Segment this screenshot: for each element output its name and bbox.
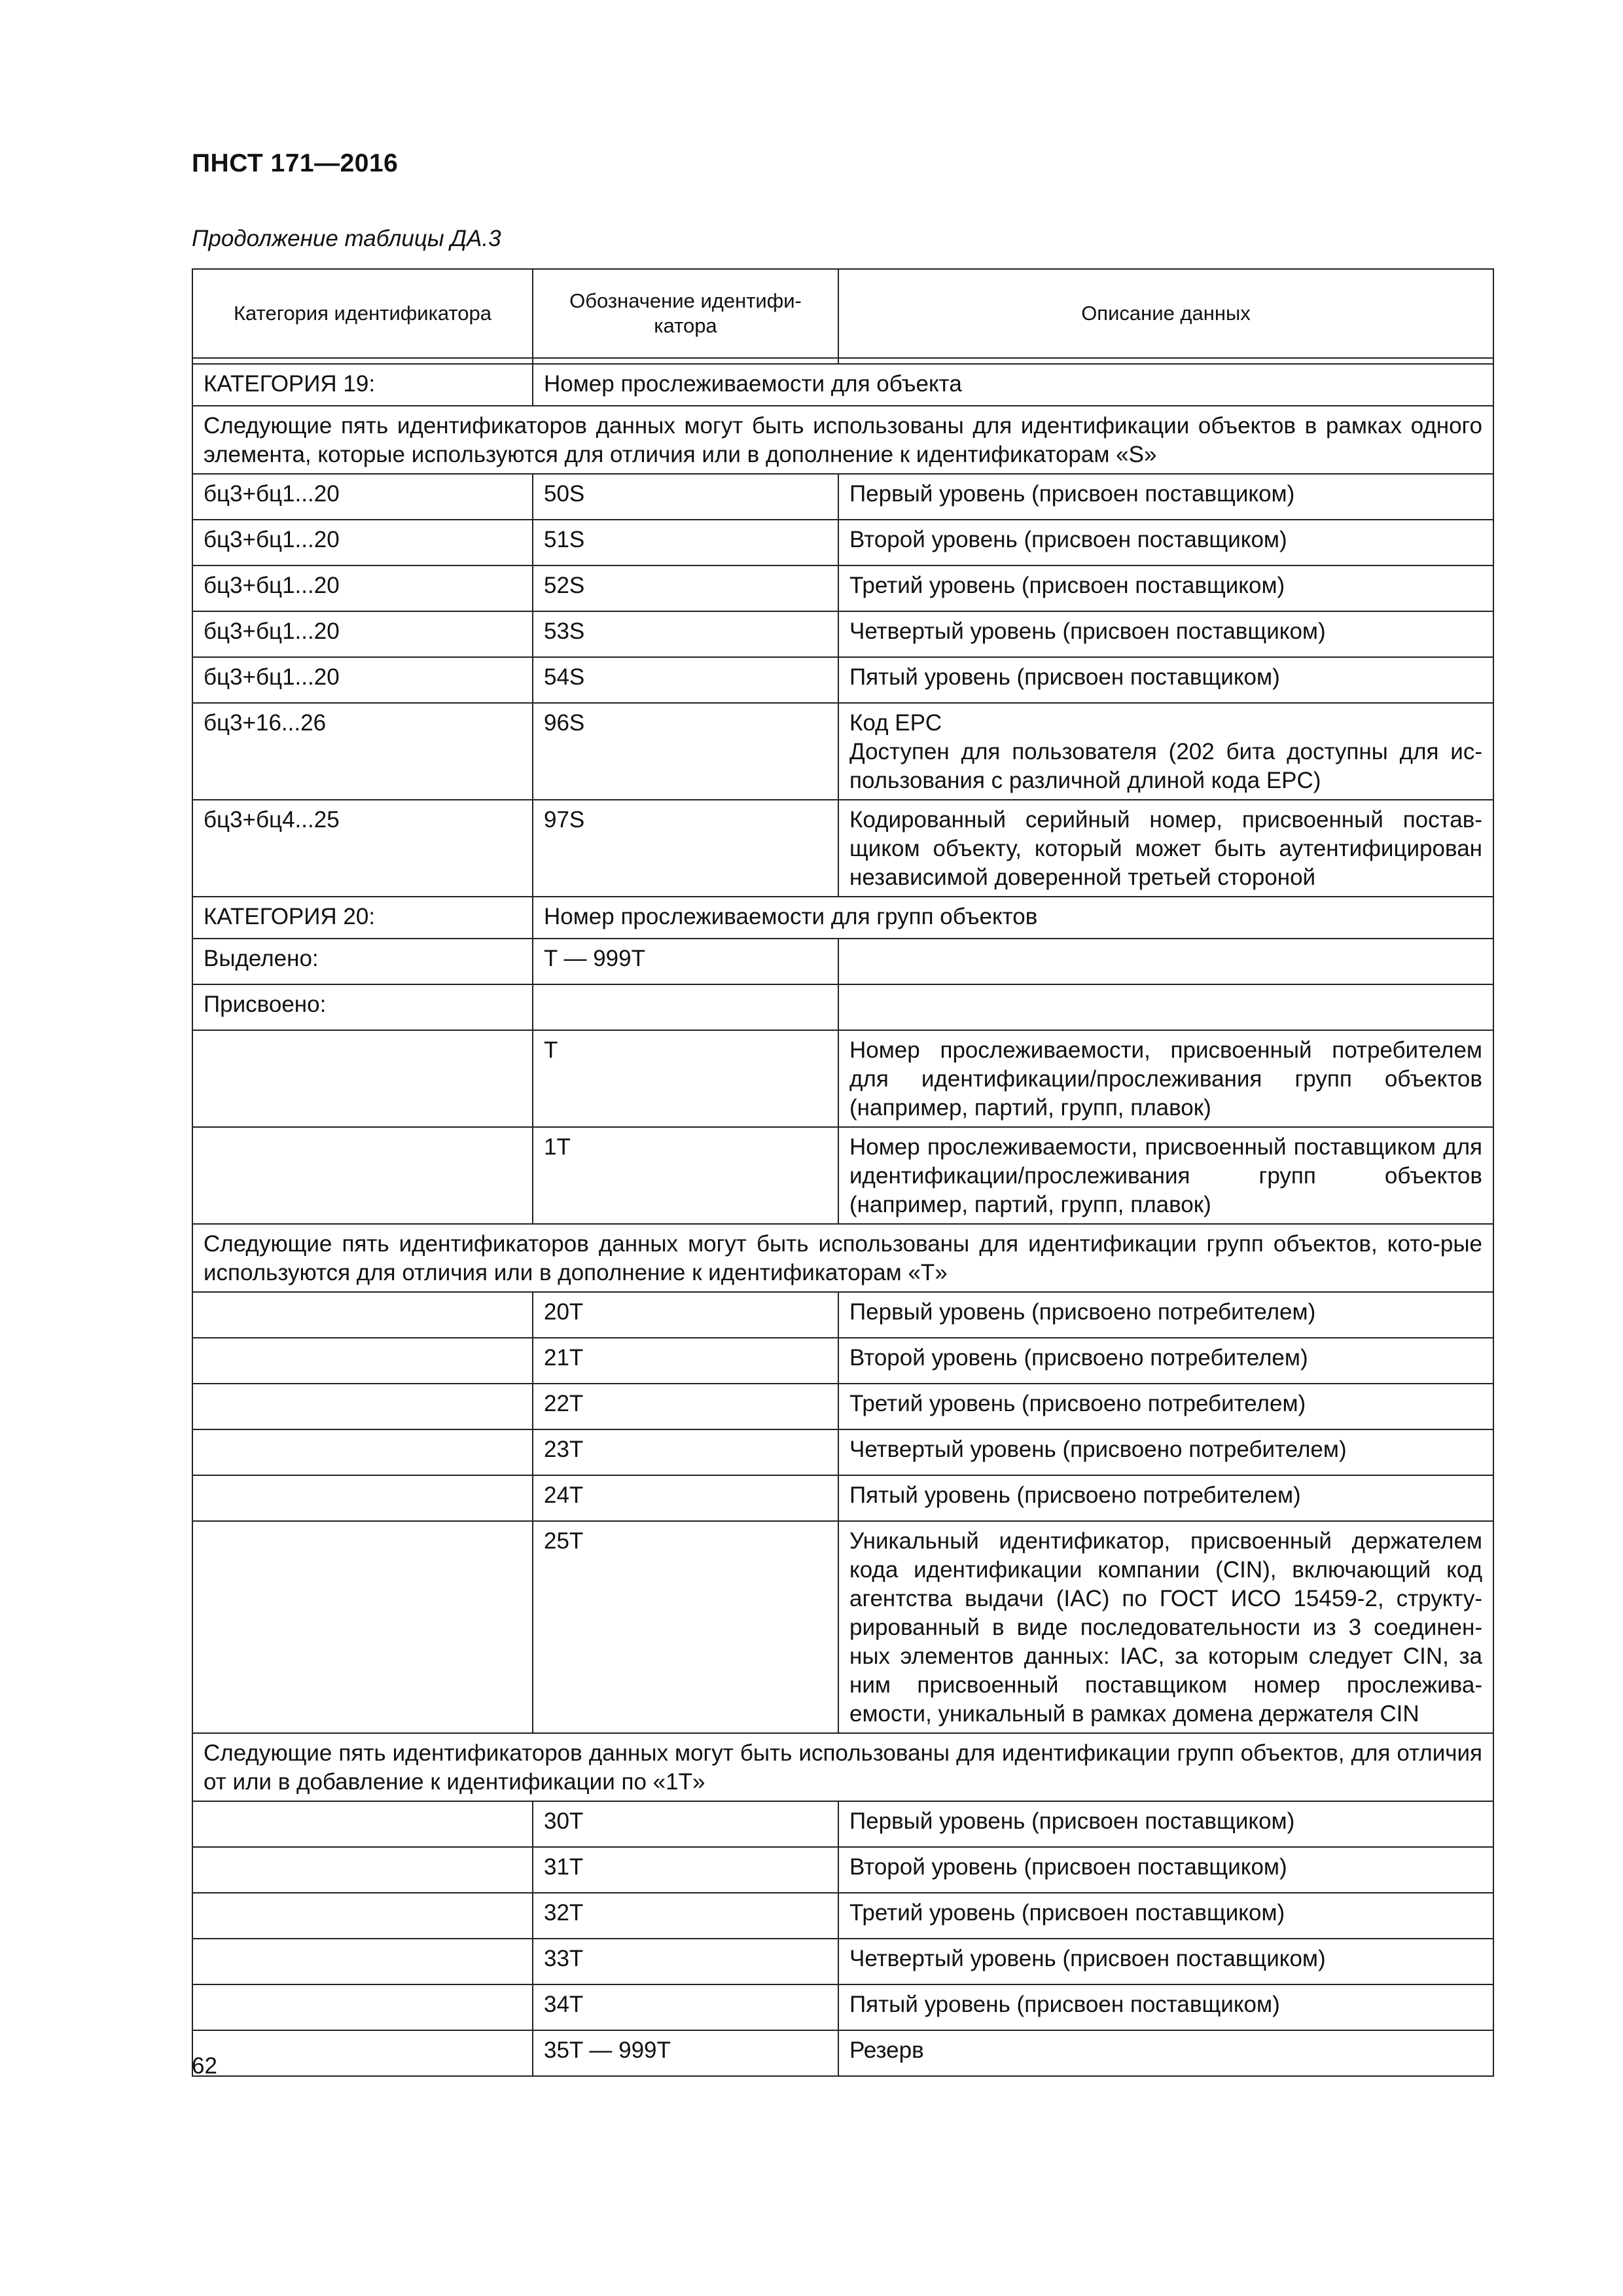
identifier-table (192, 268, 1494, 2077)
identifier-cell: 54S (533, 657, 838, 703)
format-cell (192, 1893, 533, 1939)
table-row (192, 1292, 1493, 1338)
table-row (192, 1429, 1493, 1475)
identifier-cell: 96S (533, 703, 838, 800)
category-title: Номер прослеживаемости для групп объектов (533, 897, 1493, 939)
table-row (192, 1030, 1493, 1127)
description-cell: Четвертый уровень (присвоено потребителем) (838, 1429, 1493, 1475)
document-code: ПНСТ 171—2016 (192, 149, 399, 177)
column-header-identifier: Обозначение идентифи-катора (533, 269, 838, 358)
description-cell: Четвертый уровень (присвоен поставщиком) (838, 1939, 1493, 1984)
column-header-category: Категория идентификатора (192, 269, 533, 358)
table-header-row (192, 269, 1493, 358)
table-row (192, 520, 1493, 565)
format-cell (192, 1127, 533, 1224)
identifier-cell: 30T (533, 1801, 838, 1847)
format-cell (192, 1475, 533, 1521)
description-cell: Четвертый уровень (присвоен поставщиком) (838, 611, 1493, 657)
table-caption: Продолжение таблицы ДА.3 (192, 226, 501, 251)
table-row (192, 1475, 1493, 1521)
identifier-cell: 25T (533, 1521, 838, 1733)
description-cell: Пятый уровень (присвоен поставщиком) (838, 1984, 1493, 2030)
format-cell: бц3+16...26 (192, 703, 533, 800)
format-cell (192, 1847, 533, 1893)
format-cell (192, 1521, 533, 1733)
table-row (192, 1338, 1493, 1384)
description-cell: Код EPC Доступен для пользователя (202 бита доступны для ис-пользования с различной длиной кода EPC) (838, 703, 1493, 800)
format-cell: бц3+бц1...20 (192, 474, 533, 520)
table-row (192, 939, 1493, 984)
table-row (192, 984, 1493, 1030)
format-cell: бц3+бц1...20 (192, 565, 533, 611)
identifier-cell: 33T (533, 1939, 838, 1984)
table-row (192, 1384, 1493, 1429)
category-row (192, 364, 1493, 406)
category-row (192, 897, 1493, 939)
table-row (192, 657, 1493, 703)
table-row (192, 1893, 1493, 1939)
identifier-cell: 34T (533, 1984, 838, 2030)
identifier-cell: 1T (533, 1127, 838, 1224)
description-cell: Пятый уровень (присвоено потребителем) (838, 1475, 1493, 1521)
table-row (192, 1521, 1493, 1733)
format-cell (192, 1338, 533, 1384)
page-number: 62 (192, 2053, 217, 2079)
identifier-cell (533, 984, 838, 1030)
format-cell: бц3+бц1...20 (192, 657, 533, 703)
note-row (192, 1224, 1493, 1292)
category-title: Номер прослеживаемости для объекта (533, 364, 1493, 406)
table-row (192, 1847, 1493, 1893)
description-cell: Пятый уровень (присвоен поставщиком) (838, 657, 1493, 703)
description-cell: Уникальный идентификатор, присвоенный держателем кода идентификации компании (CIN), включающий код агентства выдачи (IAC) по ГОСТ ИСО 15459-2, структу-рированный в виде последовательности из 3 соединен-ных элементов данных: IAC, за которым следует CIN, за ним присвоенный поставщиком номер прослежива-емости, уникальный в рамках домена держателя CIN (838, 1521, 1493, 1733)
identifier-cell: 20T (533, 1292, 838, 1338)
format-cell (192, 2030, 533, 2076)
format-cell: бц3+бц1...20 (192, 520, 533, 565)
format-cell (192, 1939, 533, 1984)
format-cell: бц3+бц4...25 (192, 800, 533, 897)
format-cell: Присвоено: (192, 984, 533, 1030)
format-cell: бц3+бц1...20 (192, 611, 533, 657)
table-row (192, 1984, 1493, 2030)
identifier-cell: 52S (533, 565, 838, 611)
identifier-cell: 53S (533, 611, 838, 657)
identifier-cell: 22T (533, 1384, 838, 1429)
description-cell: Второй уровень (присвоен поставщиком) (838, 1847, 1493, 1893)
note-text: Следующие пять идентификаторов данных могут быть использованы для идентификации групп объектов, для отличия от или в добавление к идентификации по «1T» (192, 1733, 1493, 1801)
description-cell: Первый уровень (присвоено потребителем) (838, 1292, 1493, 1338)
format-cell (192, 1429, 533, 1475)
description-cell: Кодированный серийный номер, присвоенный постав-щиком объекту, который может быть аутентифицирован независимой доверенной третьей стороной (838, 800, 1493, 897)
table-row (192, 565, 1493, 611)
description-cell: Номер прослеживаемости, присвоенный поставщиком для идентификации/прослеживания групп объектов (например, партий, групп, плавок) (838, 1127, 1493, 1224)
description-cell: Первый уровень (присвоен поставщиком) (838, 474, 1493, 520)
identifier-cell: 24T (533, 1475, 838, 1521)
identifier-cell: 35T — 999T (533, 2030, 838, 2076)
identifier-cell: 21T (533, 1338, 838, 1384)
note-row (192, 406, 1493, 474)
note-text: Следующие пять идентификаторов данных могут быть использованы для идентификации групп объектов, кото-рые используются для отличия или в дополнение к идентификаторам «T» (192, 1224, 1493, 1292)
description-cell: Третий уровень (присвоен поставщиком) (838, 565, 1493, 611)
table-row (192, 611, 1493, 657)
category-label: КАТЕГОРИЯ 20: (192, 897, 533, 939)
note-row (192, 1733, 1493, 1801)
identifier-cell: 97S (533, 800, 838, 897)
identifier-cell: 23T (533, 1429, 838, 1475)
identifier-cell: T (533, 1030, 838, 1127)
table-row (192, 703, 1493, 800)
table-row (192, 800, 1493, 897)
description-cell: Второй уровень (присвоен поставщиком) (838, 520, 1493, 565)
table-row (192, 1801, 1493, 1847)
format-cell (192, 1984, 533, 2030)
description-cell: Номер прослеживаемости, присвоенный потребителем для идентификации/прослеживания групп объектов (например, партий, групп, плавок) (838, 1030, 1493, 1127)
note-text: Следующие пять идентификаторов данных могут быть использованы для идентификации объектов в рамках одного элемента, которые используются для отличия или в дополнение к идентификаторам «S» (192, 406, 1493, 474)
format-cell (192, 1801, 533, 1847)
description-cell (838, 984, 1493, 1030)
description-cell (838, 939, 1493, 984)
category-label: КАТЕГОРИЯ 19: (192, 364, 533, 406)
identifier-cell: T — 999T (533, 939, 838, 984)
table-row (192, 1127, 1493, 1224)
format-cell: Выделено: (192, 939, 533, 984)
column-header-description: Описание данных (838, 269, 1493, 358)
identifier-cell: 31T (533, 1847, 838, 1893)
description-cell: Третий уровень (присвоен поставщиком) (838, 1893, 1493, 1939)
identifier-cell: 51S (533, 520, 838, 565)
table-body (192, 364, 1493, 2076)
identifier-cell: 32T (533, 1893, 838, 1939)
table-row (192, 2030, 1493, 2076)
description-cell: Резерв (838, 2030, 1493, 2076)
description-cell: Первый уровень (присвоен поставщиком) (838, 1801, 1493, 1847)
format-cell (192, 1384, 533, 1429)
table-row (192, 474, 1493, 520)
table-row (192, 1939, 1493, 1984)
description-cell: Второй уровень (присвоено потребителем) (838, 1338, 1493, 1384)
format-cell (192, 1292, 533, 1338)
header-separator (192, 358, 1493, 364)
format-cell (192, 1030, 533, 1127)
identifier-cell: 50S (533, 474, 838, 520)
description-cell: Третий уровень (присвоено потребителем) (838, 1384, 1493, 1429)
